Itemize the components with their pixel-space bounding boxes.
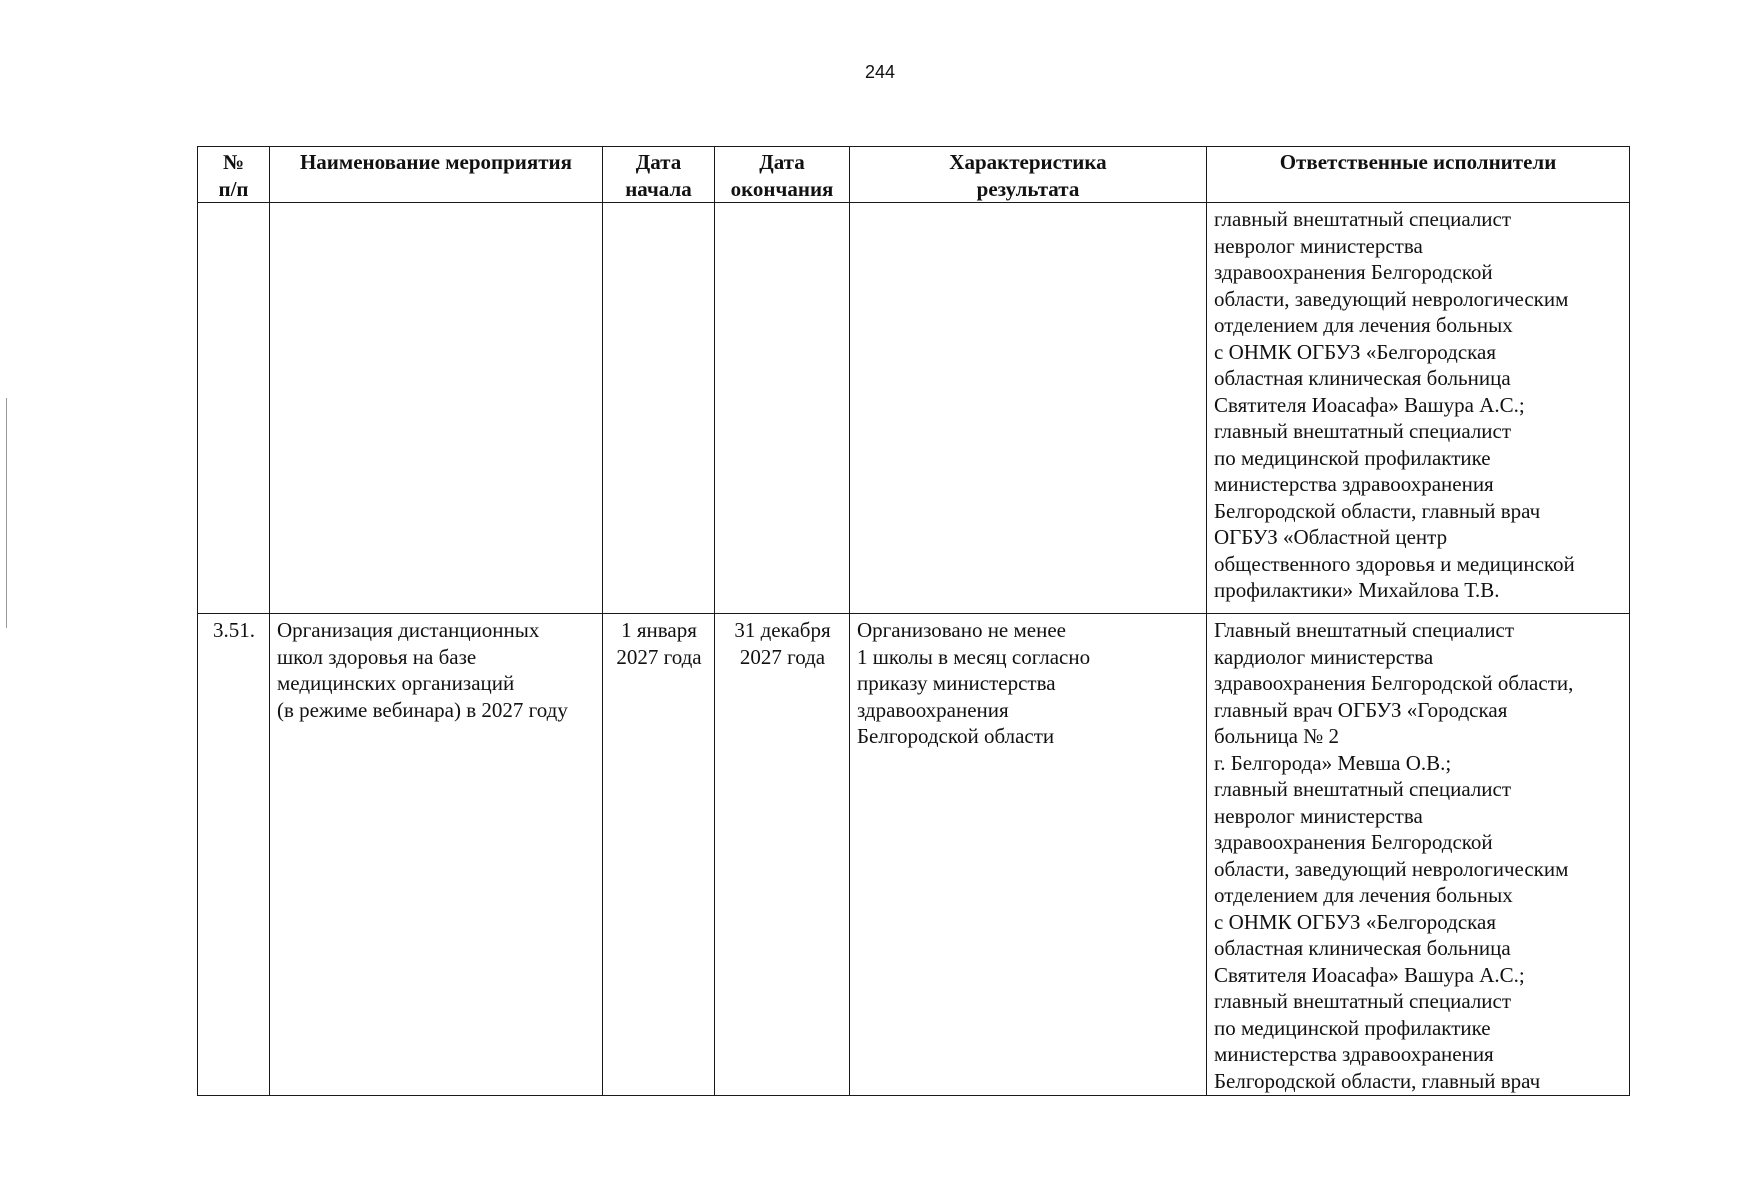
header-end-date — [715, 147, 850, 203]
cell-text-line: п/п — [218, 176, 249, 201]
cell-text-line: Святителя Иоасафа» Вашура А.С.; — [1214, 962, 1525, 987]
cell-text-line: невролог министерства — [1214, 233, 1423, 258]
header-event-name — [270, 147, 603, 203]
cell-text-line: Характеристика — [949, 150, 1107, 174]
scan-margin-line — [6, 398, 7, 628]
cell-text-line: Главный внештатный специалист — [1214, 618, 1515, 642]
cell-text-line: 2027 года — [739, 644, 826, 669]
cell-text-line: отделением для лечения больных — [1214, 313, 1513, 337]
cell-end-date — [715, 203, 850, 614]
cell-text-line: 1 января — [621, 618, 697, 642]
cell-text-line: № — [222, 150, 245, 174]
cell-text-line: области, заведующий неврологическим — [1214, 286, 1569, 311]
cell-text-line: отделением для лечения больных — [1214, 883, 1513, 907]
cell-text-line: по медицинской профилактике — [1214, 1015, 1491, 1040]
cell-result — [850, 203, 1207, 614]
cell-text-line: Наименование мероприятия — [299, 150, 573, 174]
cell-text-line: министерства здравоохранения — [1214, 472, 1494, 496]
cell-number — [198, 614, 270, 1096]
header-result — [850, 147, 1207, 203]
cell-text-line: главный внештатный специалист — [1214, 419, 1512, 443]
cell-text-line: Дата — [759, 150, 805, 174]
cell-text-line: г. Белгорода» Мевша О.В.; — [1214, 750, 1452, 775]
cell-text-line: результата — [976, 176, 1080, 201]
cell-text-line: Святителя Иоасафа» Вашура А.С.; — [1214, 392, 1525, 417]
cell-text-line: кардиолог министерства — [1214, 644, 1434, 669]
cell-text-line: 31 декабря — [734, 618, 831, 642]
cell-text-line: больница № 2 — [1214, 724, 1340, 748]
cell-text-line: с ОНМК ОГБУЗ «Белгородская — [1214, 909, 1497, 934]
cell-text-line: главный врач ОГБУЗ «Городская — [1214, 697, 1508, 722]
cell-start-date — [603, 614, 715, 1096]
cell-text-line: здравоохранения Белгородской — [1214, 830, 1493, 854]
table-row — [198, 203, 1630, 614]
cell-number — [198, 203, 270, 614]
cell-text-line: главный внештатный специалист — [1214, 777, 1512, 801]
cell-text-line: Организовано не менее — [857, 618, 1066, 642]
cell-text-line: Белгородской области, главный врач — [1214, 1068, 1541, 1093]
page-number: 244 — [864, 62, 896, 82]
cell-text-line: здравоохранения Белгородской — [1214, 260, 1493, 284]
cell-responsible — [1207, 614, 1630, 1096]
cell-end-date — [715, 614, 850, 1096]
cell-text-line: с ОНМК ОГБУЗ «Белгородская — [1214, 339, 1497, 364]
cell-text-line: начала — [625, 176, 692, 201]
cell-text-line: области, заведующий неврологическим — [1214, 856, 1569, 881]
cell-text-line: медицинских организаций — [277, 671, 515, 695]
cell-responsible — [1207, 203, 1630, 614]
cell-text-line: окончания — [730, 176, 834, 201]
cell-text-line: здравоохранения Белгородской области, — [1214, 671, 1574, 695]
cell-text-line: главный внештатный специалист — [1214, 989, 1512, 1013]
cell-text-line: министерства здравоохранения — [1214, 1042, 1494, 1066]
cell-event-name — [270, 203, 603, 614]
cell-text-line: 3.51. — [213, 618, 255, 642]
table-row — [198, 614, 1630, 1096]
cell-text-line: областная клиническая больница — [1214, 936, 1511, 960]
cell-start-date — [603, 203, 715, 614]
header-responsible — [1207, 147, 1630, 203]
table-header-row — [198, 147, 1630, 203]
cell-text-line: областная клиническая больница — [1214, 366, 1511, 390]
cell-text-line: 2027 года — [616, 644, 702, 669]
header-start-date — [603, 147, 715, 203]
events-table — [197, 146, 1630, 1096]
cell-text-line: Белгородской области, главный врач — [1214, 498, 1541, 523]
cell-text-line: школ здоровья на базе — [277, 644, 477, 669]
cell-event-name — [270, 614, 603, 1096]
cell-text-line: Дата — [635, 150, 682, 174]
cell-text-line: общественного здоровья и медицинской — [1214, 551, 1575, 576]
cell-text-line: главный внештатный специалист — [1214, 207, 1512, 231]
cell-text-line: здравоохранения — [857, 697, 1009, 722]
cell-text-line: ОГБУЗ «Областной центр — [1214, 525, 1448, 549]
cell-text-line: Белгородской области — [857, 724, 1055, 748]
cell-result — [850, 614, 1207, 1096]
cell-text-line: Организация дистанционных — [277, 618, 540, 642]
cell-text-line: (в режиме вебинара) в 2027 году — [277, 697, 568, 722]
cell-text-line: по медицинской профилактике — [1214, 445, 1491, 470]
cell-text-line: профилактики» Михайлова Т.В. — [1214, 578, 1500, 602]
cell-text-line: невролог министерства — [1214, 803, 1423, 828]
cell-text-line: приказу министерства — [857, 671, 1056, 695]
header-number — [198, 147, 270, 203]
cell-text-line: Ответственные исполнители — [1279, 150, 1557, 174]
cell-text-line: 1 школы в месяц согласно — [857, 644, 1091, 669]
